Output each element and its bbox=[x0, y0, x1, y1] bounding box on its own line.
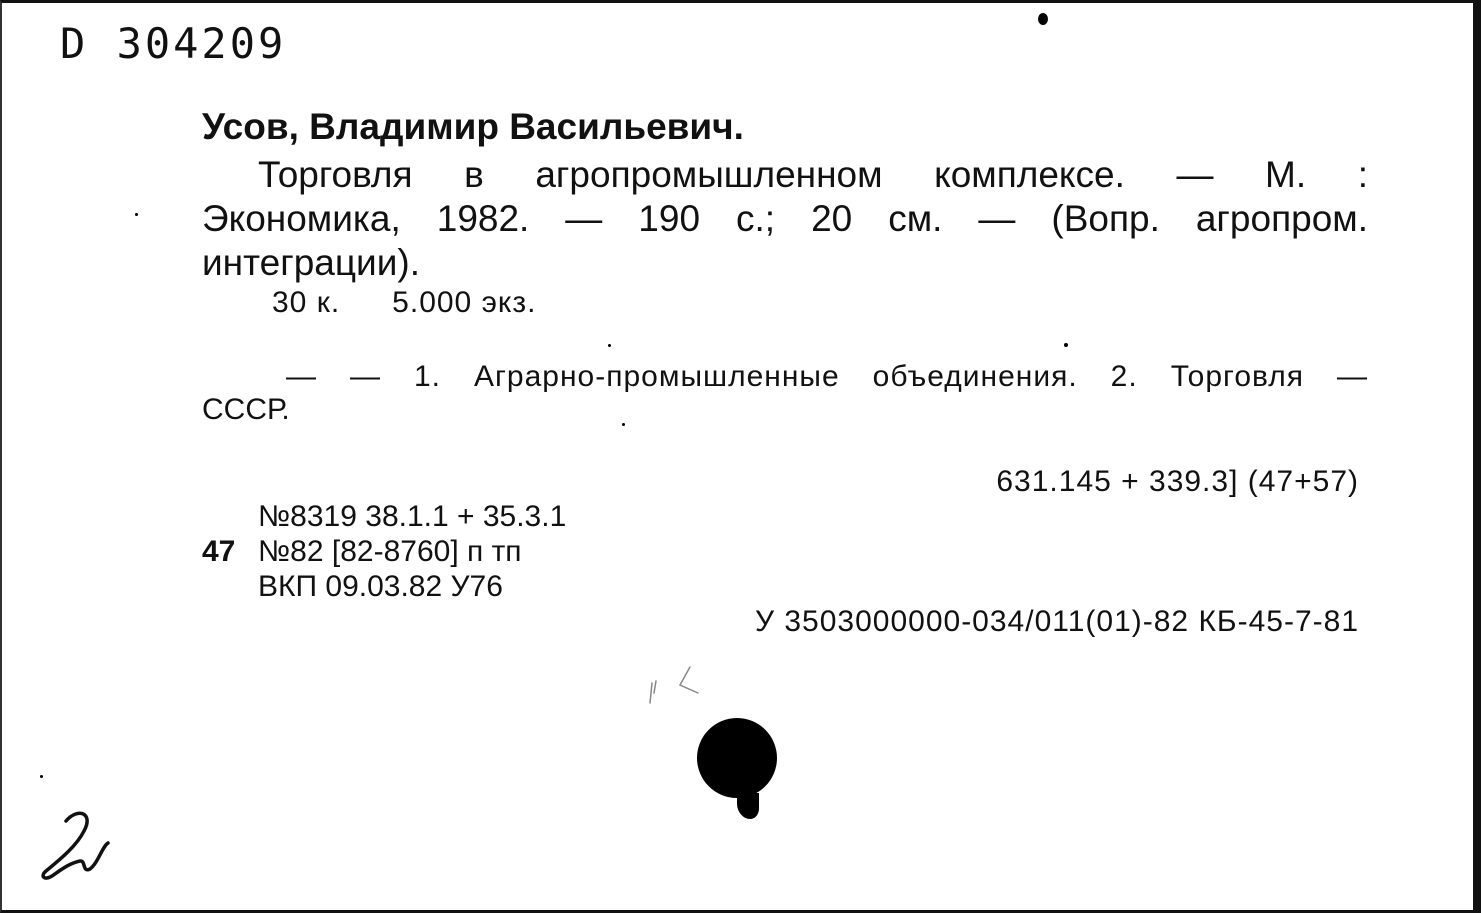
price: 30 к. bbox=[272, 286, 341, 319]
speck-dot bbox=[135, 213, 138, 216]
code-lead: 47 bbox=[202, 535, 236, 568]
author-heading: Усов, Владимир Васильевич. bbox=[202, 106, 744, 147]
code-text: ВКП 09.03.82 У76 bbox=[258, 570, 503, 603]
card-number: D 304209 bbox=[60, 19, 287, 68]
handwritten-mark-icon bbox=[36, 803, 122, 883]
codes-block bbox=[202, 499, 566, 604]
code-lead bbox=[202, 499, 258, 534]
speck-dot bbox=[1064, 343, 1068, 347]
index-line: У 3503000000-034/011(01)-82 КБ-45-7-81 bbox=[754, 605, 1359, 638]
classification-index: 631.145 + 339.3] (47+57) bbox=[996, 465, 1359, 498]
speck-dot bbox=[622, 423, 625, 426]
code-row bbox=[202, 569, 566, 604]
speck-dot bbox=[1038, 13, 1048, 25]
code-row bbox=[202, 499, 566, 534]
pencil-mark-icon bbox=[642, 663, 712, 713]
description-line-1: Торговля в агропромышленном комплексе. — М. : bbox=[258, 154, 1368, 195]
speck-dot bbox=[40, 775, 43, 778]
code-text: №82 [82-8760] п тп bbox=[258, 535, 522, 568]
punch-hole bbox=[697, 718, 777, 798]
code-row bbox=[202, 534, 566, 569]
description-line-2: Экономика, 1982. — 190 с.; 20 см. — (Вопр. агропром. bbox=[202, 198, 1368, 239]
subjects-line-1: — — 1. Аграрно-промышленные объединения. 2. Торговля — bbox=[286, 360, 1368, 393]
code-text: №8319 38.1.1 + 35.3.1 bbox=[258, 500, 567, 533]
code-lead bbox=[202, 569, 258, 604]
price-line bbox=[272, 286, 536, 320]
punch-hole-tear bbox=[737, 793, 759, 819]
copies: 5.000 экз. bbox=[392, 286, 537, 319]
subjects-line-2: СССР. bbox=[202, 393, 290, 426]
description-line-3: интеграции). bbox=[202, 242, 420, 283]
speck-dot bbox=[608, 344, 611, 347]
